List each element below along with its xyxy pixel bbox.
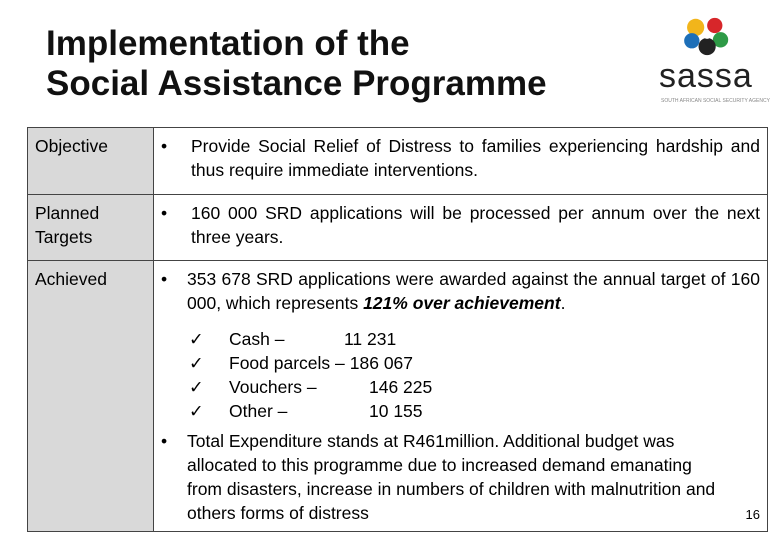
bullet: • (161, 136, 168, 156)
list-item: ✓ Cash – 11 231 (189, 329, 397, 349)
expenditure-text: Total Expenditure stands at R461million. Additional budget was allocated to this programme due to increased demand emanating from disasters, increase in numbers of children with malnutrition and others forms of distress (187, 431, 716, 523)
achievement-list (161, 327, 760, 423)
list-item: ✓ Other – 10 155 (189, 401, 423, 421)
targets-text: 160 000 SRD applications will be processed per annum over the next three years. (191, 203, 760, 247)
row-label: Achieved (28, 261, 154, 532)
check-icon: ✓ (189, 353, 204, 373)
check-icon: ✓ (189, 401, 204, 421)
logo-tagline: SOUTH AFRICAN SOCIAL SECURITY AGENCY (661, 98, 770, 104)
row-label: Objective (28, 128, 154, 195)
row-label: Planned Targets (28, 195, 154, 261)
objective-text: Provide Social Relief of Distress to families experiencing hardship and thus require immediate interventions. (191, 136, 760, 180)
list-item: ✓ Vouchers – 146 225 (189, 377, 433, 397)
check-icon: ✓ (189, 329, 204, 349)
table-row (28, 128, 768, 195)
check-icon: ✓ (189, 377, 204, 397)
sassa-logo (655, 14, 770, 110)
programme-table (27, 127, 768, 532)
page-number: 16 (745, 507, 760, 522)
bullet: • (161, 203, 168, 223)
list-item: ✓ Food parcels – 186 067 (189, 353, 414, 373)
table-row (28, 195, 768, 261)
table-row (28, 261, 768, 532)
bullet: • (161, 269, 168, 289)
slide-title: Implementation of the Social Assistance Programme (46, 24, 547, 103)
logo-brand: sassa (659, 57, 753, 95)
achieved-text: 353 678 SRD applications were awarded against the annual target of 160 000, which represents 121% over achievement. (187, 269, 760, 313)
bullet: • (161, 431, 168, 451)
hands-icon (655, 14, 765, 58)
